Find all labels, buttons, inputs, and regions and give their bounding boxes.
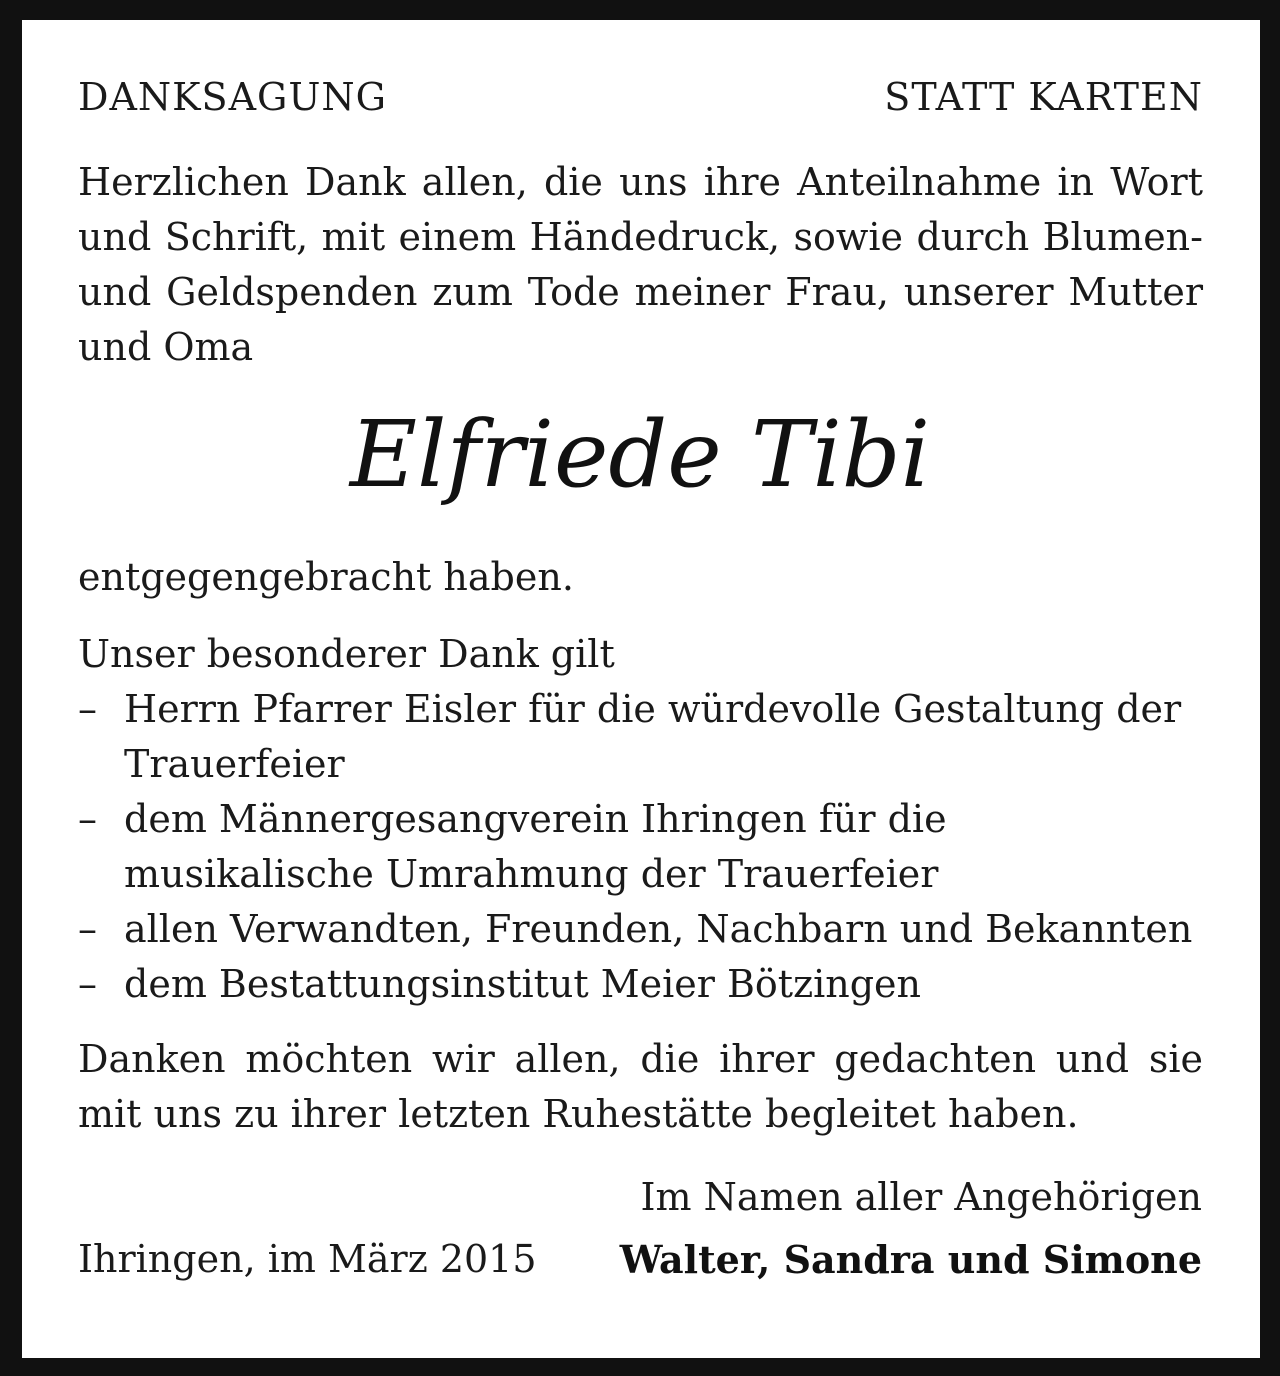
- after-name-text: entgegengebracht haben.: [78, 555, 574, 599]
- notice-subheading: STATT KARTEN: [884, 75, 1203, 119]
- list-item-text: allen Verwandten, Freunden, Nachbarn und Bekannten: [124, 907, 1193, 951]
- notice-heading: DANKSAGUNG: [78, 75, 388, 119]
- special-thanks-intro: Unser besonderer Dank gilt: [78, 632, 615, 676]
- list-item-text: dem Männergesangverein Ihringen für die musikalische Umrahmung der Trauerfeier: [124, 797, 947, 896]
- list-item-text: Herrn Pfarrer Eisler für die würdevolle Gestaltung der Trauerfeier: [124, 687, 1182, 786]
- signatories: Walter, Sandra und Simone: [619, 1237, 1202, 1282]
- place-date: Ihringen, im März 2015: [78, 1237, 537, 1281]
- dash-bullet: –: [78, 962, 97, 1006]
- intro-paragraph: Herzlichen Dank allen, die uns ihre Anteilnahme in Wort und Schrift, mit einem Händedruck, sowie durch Blumen- und Geldspenden zum Tode meiner Frau, unserer Mutter und Oma: [78, 160, 1203, 369]
- dash-bullet: –: [78, 797, 97, 841]
- list-item: [78, 957, 1203, 1012]
- list-item: [78, 682, 1203, 792]
- list-item: [78, 902, 1203, 957]
- deceased-name: Elfriede Tibi: [349, 401, 931, 508]
- special-thanks-list: [78, 682, 1203, 1012]
- dash-bullet: –: [78, 907, 97, 951]
- closing-paragraph: Danken möchten wir allen, die ihrer gedachten und sie mit uns zu ihrer letzten Ruhestätte begleitet haben.: [78, 1037, 1203, 1136]
- notice-header: [78, 70, 1203, 125]
- list-item-text: dem Bestattungsinstitut Meier Bötzingen: [124, 962, 922, 1006]
- list-item: [78, 792, 1203, 902]
- signature-line: Im Namen aller Angehörigen: [640, 1175, 1202, 1219]
- dash-bullet: –: [78, 687, 97, 731]
